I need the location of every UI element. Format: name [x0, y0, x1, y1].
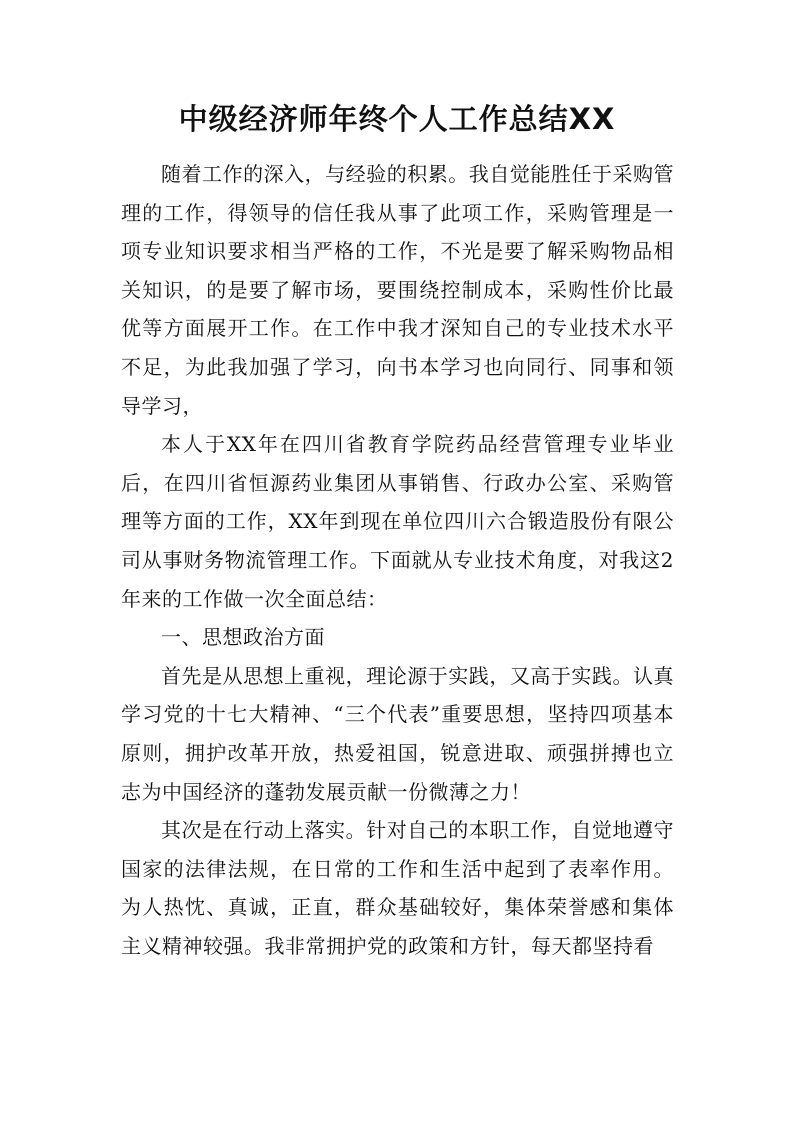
section-heading-political: 一、思想政治方面	[161, 625, 325, 650]
paragraph-background: 本人于XX年在四川省教育学院药品经营管理专业毕业后，在四川省恒源药业集团从事销售、行政办公室、采购管理等方面的工作，XX年到现在单位四川六合锻造股份有限公司从事财务物流管理工作。下面就从专业技术角度，对我这2年来的工作做一次全面总结：	[121, 432, 674, 611]
document-title: 中级经济师年终个人工作总结XX	[178, 102, 616, 136]
paragraph-action: 其次是在行动上落实。针对自己的本职工作，自觉地遵守国家的法律法规，在日常的工作和生活中起到了表率作用。为人热忱、真诚，正直，群众基础较好，集体荣誉感和集体主义精神较强。我非常拥护党的政策和方针，每天都坚持看	[121, 818, 674, 958]
paragraph-thought: 首先是从思想上重视，理论源于实践，又高于实践。认真学习党的十七大精神、“三个代表”重要思想，坚持四项基本原则，拥护改革开放，热爱祖国，锐意进取、顽强拼搏也立志为中国经济的蓬勃发展贡献一份微薄之力！	[121, 663, 674, 804]
document-body	[121, 155, 674, 965]
paragraph-intro: 随着工作的深入，与经验的积累。我自觉能胜任于采购管理的工作，得领导的信任我从事了此项工作，采购管理是一项专业知识要求相当严格的工作，不光是要了解采购物品相关知识，的是要了解市场，要围绕控制成本，采购性价比最优等方面展开工作。在工作中我才深知自己的专业技术水平不足，为此我加强了学习，向书本学习也向同行、同事和领导学习，	[121, 162, 674, 418]
